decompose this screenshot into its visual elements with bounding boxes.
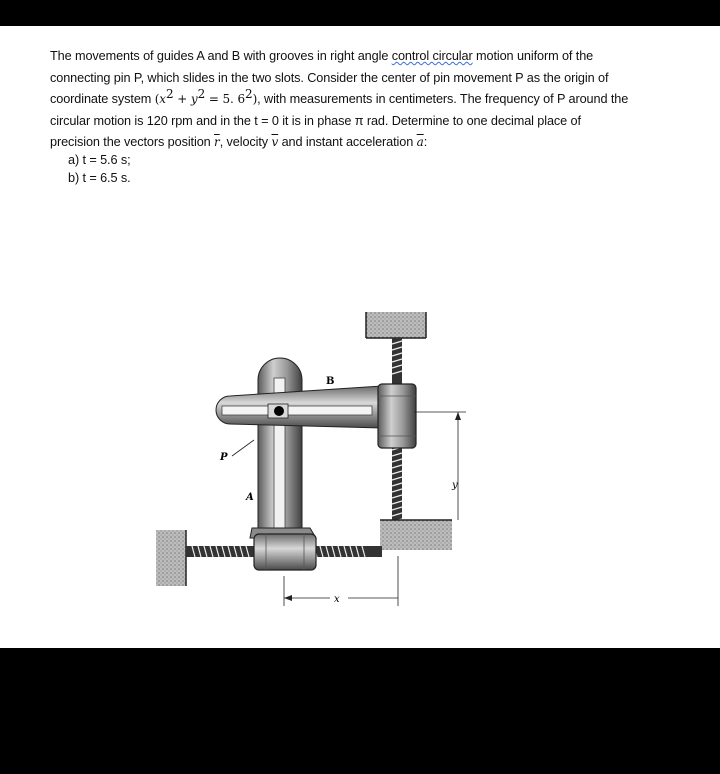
pin-P — [268, 404, 288, 418]
label-x: x — [334, 594, 340, 605]
circle-equation: ($x^2 + y^2 = 5$. $6^2$) — [154, 86, 258, 107]
vector-v: $\overline{v}$ — [271, 135, 279, 150]
bottom-black-bar — [0, 648, 720, 774]
right-ground — [380, 520, 452, 550]
vector-r: $\overline{r}$ — [214, 135, 220, 150]
problem-line-3 — [50, 86, 712, 111]
text-segment: , with measurements in centimeters. The frequency of P around the — [257, 92, 629, 107]
mechanism-figure — [150, 308, 480, 618]
item-b: b) t = 6.5 s. — [68, 170, 131, 185]
problem-line-1 — [50, 46, 712, 68]
text-segment: The movements of guides A and B with grooves in right angle — [50, 49, 392, 63]
label-y: y — [452, 480, 458, 491]
guide-A — [250, 358, 316, 538]
text-segment: coordinate system — [50, 92, 155, 107]
top-support — [366, 312, 426, 338]
spellcheck-underlined-text: control circular — [391, 49, 473, 63]
problem-line-5: precision the vectors position $\overline{r}$, velocity $\overline{v}$ and instant acceleration $\overline{a}$: — [50, 135, 428, 150]
problem-statement — [50, 46, 712, 189]
label-P: P — [220, 452, 228, 463]
slider-block-B — [378, 384, 416, 448]
left-wall — [156, 530, 186, 586]
guide-B — [216, 386, 382, 428]
label-A: A — [246, 492, 254, 503]
text-segment: motion uniform of the — [472, 49, 594, 63]
slider-block-A — [254, 534, 316, 570]
problem-line-2: connecting pin P, which slides in the two slots. Consider the center of pin movement P as the origin of — [50, 70, 609, 85]
problem-line-4: circular motion is 120 rpm and in the t = 0 it is in phase π rad. Determine to one decimal place of — [50, 113, 581, 128]
leader-P — [232, 440, 254, 456]
dimension-y — [414, 412, 466, 520]
top-black-bar — [0, 0, 720, 26]
label-B: B — [326, 376, 335, 387]
vector-a: $\overline{a}$ — [416, 135, 424, 150]
document-page — [0, 26, 720, 648]
item-a: a) t = 5.6 s; — [68, 152, 131, 167]
